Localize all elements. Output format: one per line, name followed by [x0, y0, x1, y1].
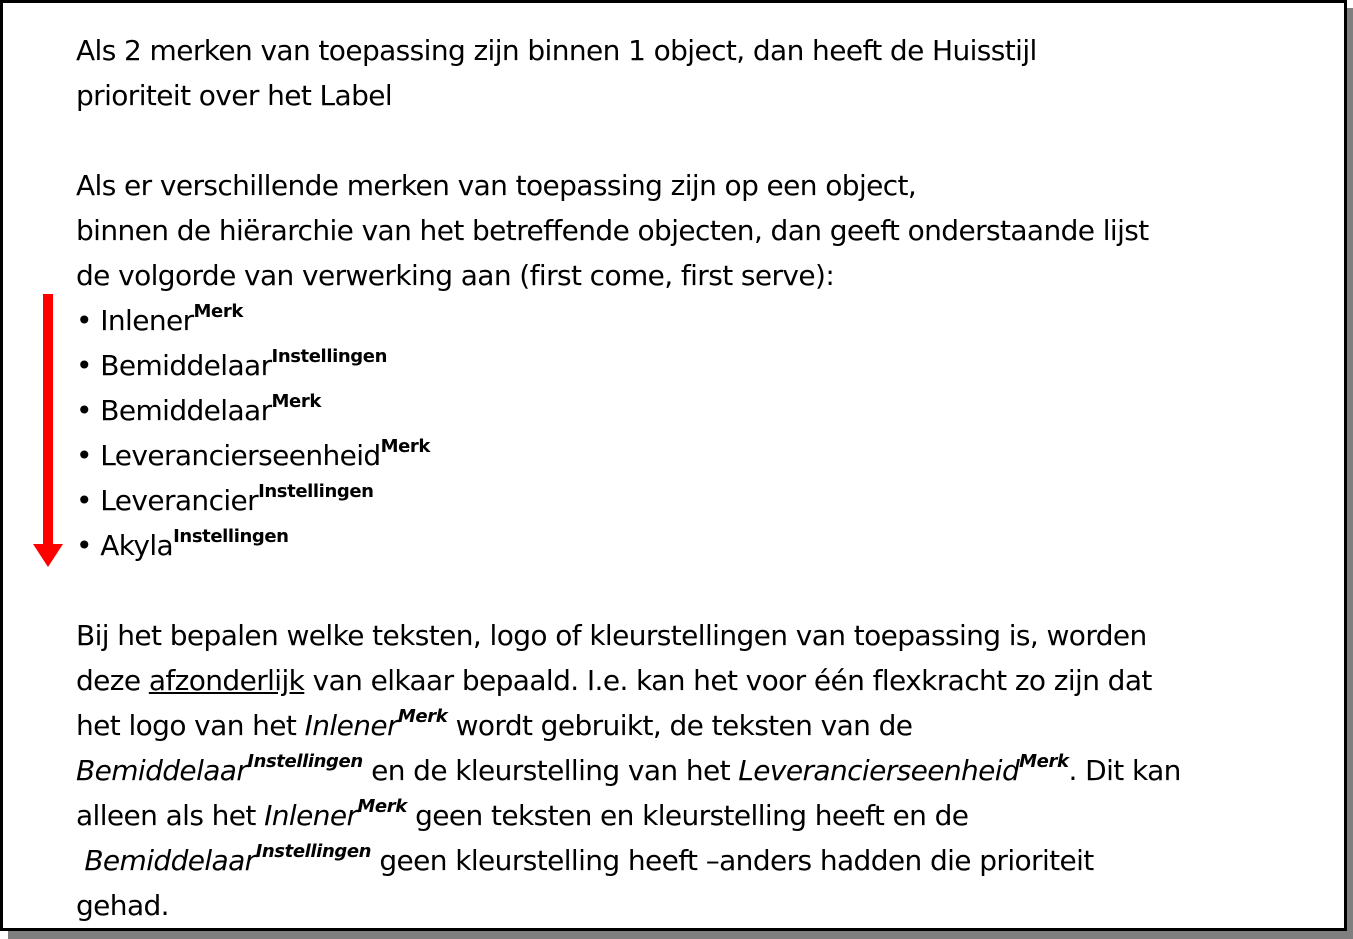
rule1-line2: prioriteit over het Label — [76, 79, 393, 112]
bullet: • — [76, 304, 92, 337]
list-item-name: Leverancier — [100, 484, 259, 517]
list-item-name: Bemiddelaar — [100, 349, 272, 382]
term-italic: Bemiddelaar — [84, 844, 256, 877]
list-item-sup: Merk — [193, 301, 243, 322]
text-run: deze — [76, 664, 149, 697]
text-run: alleen als het — [76, 799, 265, 832]
term-sup: Instellingen — [247, 751, 363, 772]
rule2-line1: Als er verschillende merken van toepassing zijn op een object, — [76, 169, 917, 202]
list-item-sup: Merk — [271, 391, 321, 412]
rule2-line2: binnen de hiërarchie van het betreffende objecten, dan geeft onderstaande lijst — [76, 214, 1149, 247]
list-item-name: Akyla — [100, 529, 174, 562]
text-run: geen kleurstelling heeft –anders hadden die prioriteit — [371, 844, 1094, 877]
list-item — [76, 343, 1316, 388]
list-item — [76, 523, 1316, 568]
term-italic: Inlener — [264, 799, 358, 832]
term-italic: Bemiddelaar — [76, 754, 248, 787]
rule3-line2 — [76, 658, 1316, 703]
rule3-line3 — [76, 703, 1316, 748]
bullet: • — [76, 529, 92, 562]
rule3-line7: gehad. — [76, 889, 169, 922]
priority-arrow-shaft — [43, 294, 53, 544]
bullet: • — [76, 349, 92, 382]
bullet: • — [76, 439, 92, 472]
text-run: geen teksten en kleurstelling heeft en de — [406, 799, 969, 832]
text-run: wordt gebruikt, de teksten van de — [447, 709, 913, 742]
term-sup: Instellingen — [255, 841, 372, 862]
text-run: en de kleurstelling van het — [362, 754, 739, 787]
bullet: • — [76, 484, 92, 517]
rule1-line1: Als 2 merken van toepassing zijn binnen 1 object, dan heeft de Huisstijl — [76, 34, 1037, 67]
list-item-sup: Instellingen — [258, 481, 374, 502]
term-sup: Merk — [1019, 751, 1069, 772]
term-italic: Leverancierseenheid — [738, 754, 1020, 787]
list-item — [76, 433, 1316, 478]
list-item-name: Inlener — [100, 304, 194, 337]
text-run: . Dit kan — [1068, 754, 1181, 787]
priority-list — [76, 298, 1316, 568]
list-item-name: Leverancierseenheid — [100, 439, 381, 472]
list-item — [76, 478, 1316, 523]
rule3-line4 — [76, 748, 1316, 793]
text-run: van elkaar bepaald. I.e. kan het voor één flexkracht zo zijn dat — [304, 664, 1152, 697]
list-item-sup: Instellingen — [173, 526, 289, 547]
term-italic: Inlener — [304, 709, 398, 742]
rule3-line1: Bij het bepalen welke teksten, logo of kleurstellingen van toepassing is, worden — [76, 619, 1147, 652]
bullet: • — [76, 394, 92, 427]
list-item — [76, 388, 1316, 433]
rule3-line5 — [76, 793, 1316, 838]
rule2-line3: de volgorde van verwerking aan (first come, first serve): — [76, 259, 835, 292]
text-run: het logo van het — [76, 709, 305, 742]
priority-arrow-head — [33, 544, 63, 567]
document-body — [76, 28, 1316, 928]
priority-arrow — [30, 294, 66, 569]
term-sup: Merk — [357, 796, 407, 817]
list-item-sup: Instellingen — [271, 346, 387, 367]
rule3-line6 — [76, 838, 1316, 883]
emphasis-underline: afzonderlijk — [148, 664, 305, 697]
list-item — [76, 298, 1316, 343]
list-item-name: Bemiddelaar — [100, 394, 272, 427]
term-sup: Merk — [397, 706, 448, 727]
list-item-sup: Merk — [380, 436, 430, 457]
